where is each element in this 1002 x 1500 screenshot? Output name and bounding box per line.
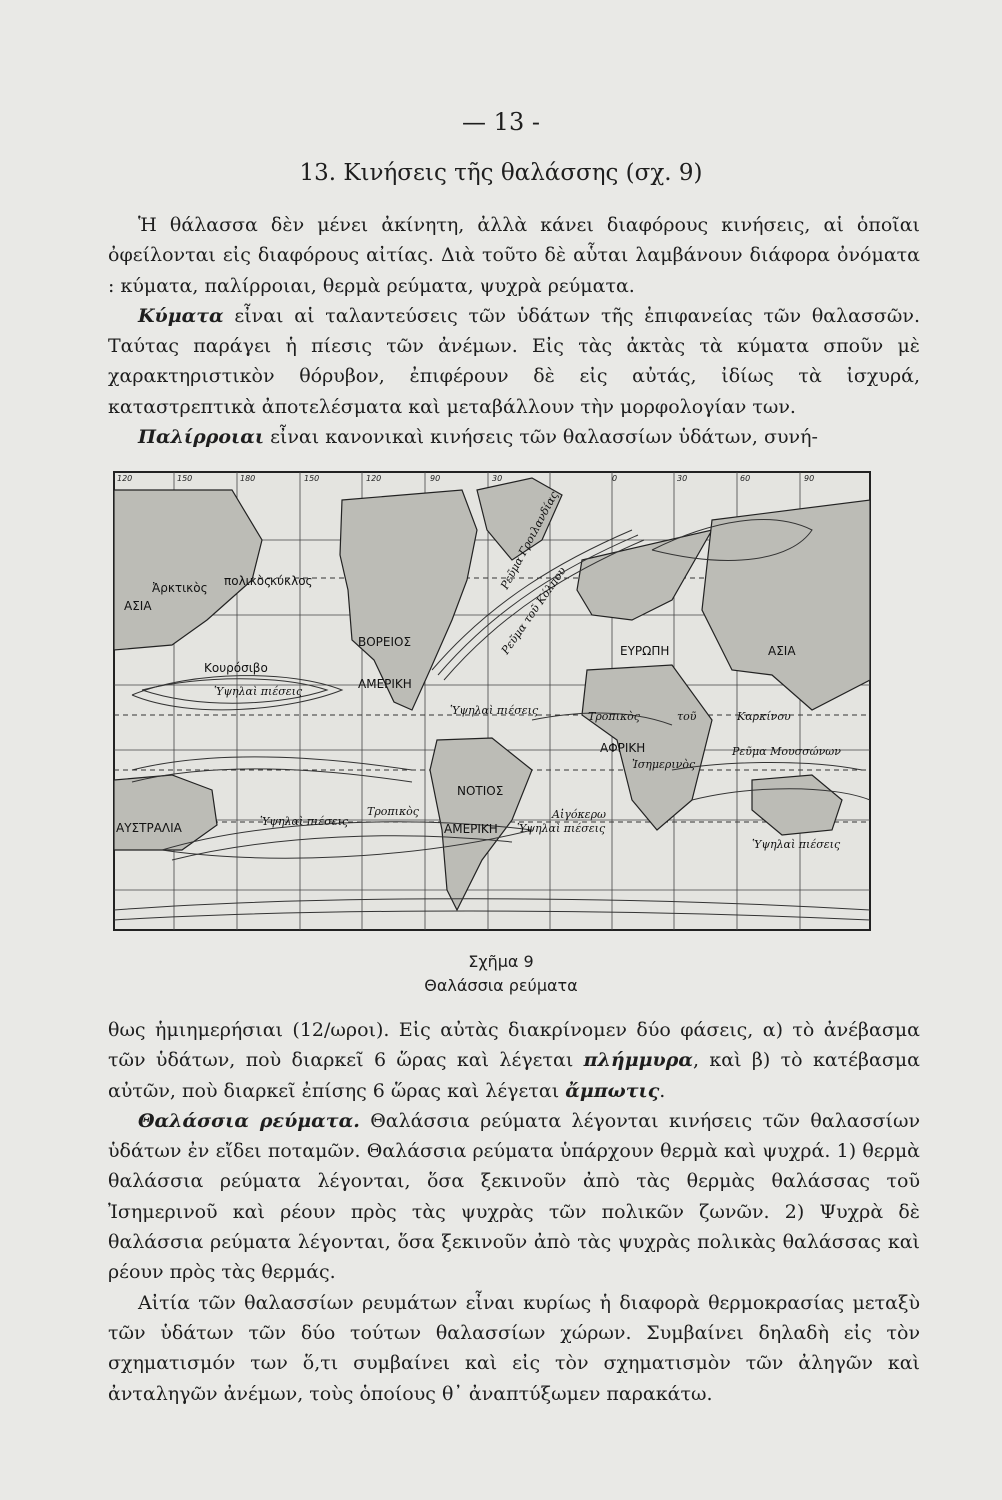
tides-mid-text: , καὶ β) τὸ κατέβασμα αὐτῶν, ποὺ διαρκεῖ ἐπίσης 6 ὥρας καὶ λέγεται: [108, 1049, 920, 1102]
text-block-bottom: [108, 1015, 920, 1409]
term-tides: Παλίρροιαι: [138, 426, 265, 449]
paragraph-waves: [108, 301, 920, 422]
ocean-currents-map: [112, 470, 872, 935]
tick-4: 120: [366, 474, 382, 483]
tick-8: 30: [677, 474, 688, 483]
tick-9: 60: [740, 474, 751, 483]
label-capricorn: Αἰγόκερω: [552, 808, 607, 821]
text-block-top: [108, 210, 920, 452]
label-tropic-cancer-of: τοῦ: [677, 710, 697, 723]
label-polar: πολικὸς: [224, 574, 272, 588]
label-arctic: Ἀρκτικὸς: [152, 581, 208, 595]
label-equator: Ἰσημερινὸς: [632, 758, 696, 771]
label-asia-right: ΑΣΙΑ: [768, 644, 796, 658]
paragraph-intro: Ἡ θάλασσα δὲν μένει ἀκίνητη, ἀλλὰ κάνει διαφόρους κινήσεις, αἱ ὁποῖαι ὀφείλονται εἰς διαφόρους αἰτίας. Διὰ τοῦτο δὲ αὗται λαμβάνουν διάφορα ὀνόματα : κύματα, παλίρροιαι, θερμὰ ρεύματα, ψυχρὰ ρεύματα.: [108, 214, 920, 297]
paragraph-currents: [108, 1106, 920, 1288]
paragraph-tides-continued: [108, 1015, 920, 1106]
term-waves: Κύματα: [138, 304, 224, 327]
label-gulf-stream: Ρεῦμα τοῦ Κόλπου: [498, 564, 569, 657]
tick-10: 90: [804, 474, 815, 483]
label-north-america-2: ΑΜΕΡΙΚΗ: [358, 677, 412, 691]
label-kuroshio: Κουρόσιβο: [204, 661, 268, 675]
tick-1: 150: [177, 474, 193, 483]
tides-continued-text: θως ἡμιημερήσιαι (12/ωροι). Εἰς αὐτὰς διακρίνομεν δύο φάσεις, α) τὸ ἀνέβασμα τῶν ὑδάτων, ποὺ διαρκεῖ 6 ὥρας καὶ λέγεται: [108, 1019, 920, 1072]
term-high-tide: πλήμμυρα: [583, 1049, 693, 1072]
label-greenland-current: Ρεῦμα Γροιλανδίας: [498, 489, 561, 592]
tick-0: 120: [117, 474, 133, 483]
label-south-america-2: ΑΜΕΡΙΚΗ: [444, 822, 498, 836]
label-africa: ΑΦΡΙΚΗ: [600, 741, 646, 755]
label-circle: κύκλος: [270, 574, 313, 588]
section-title: 13. Κινήσεις τῆς θαλάσσης (σχ. 9): [299, 160, 703, 186]
waves-text: εἶναι αἱ ταλαντεύσεις τῶν ὑδάτων τῆς ἐπιφανείας τῶν θαλασσῶν. Ταύτας παράγει ἡ πίεσις τῶν ἀνέμων. Εἰς τὰς ἀκτὰς τὰ κύματα σποῦν μὲ χαρακτηριστικὸν θόρυβον, ἐπιφέρουν δὲ εἰς αὐτάς, ἰδίως τὰ ἰσχυρά, καταστρεπτικὰ ἀποτελέσματα καὶ μεταβάλλουν τὴν μορφολογίαν των.: [108, 304, 920, 418]
label-australia: ΑΥΣΤΡΑΛΙΑ: [116, 821, 182, 835]
label-asia-left: ΑΣΙΑ: [124, 599, 152, 613]
tick-3: 150: [304, 474, 320, 483]
label-tropic-cancer: Τροπικὸς: [588, 710, 640, 723]
label-high-pressure-1: Ὑψηλαὶ πιέσεις: [214, 685, 303, 698]
label-high-pressure-5: Ὑψηλαὶ πιέσεις: [752, 838, 841, 851]
tick-6: 30: [492, 474, 503, 483]
label-south-america-1: ΝΟΤΙΟΣ: [457, 784, 504, 798]
label-europe: ΕΥΡΩΠΗ: [620, 644, 670, 658]
tides-text: εἶναι κανονικαὶ κινήσεις τῶν θαλασσίων ὑδάτων, συνή-: [264, 426, 818, 449]
paragraph-tides: [108, 422, 920, 452]
term-low-tide: ἄμπωτις: [565, 1079, 660, 1102]
tick-5: 90: [430, 474, 441, 483]
label-monsoon: Ρεῦμα Μουσσώνων: [732, 745, 841, 758]
label-cancer: Καρκίνου: [737, 710, 791, 723]
label-high-pressure-4: Ὑψηλαὶ πιέσεις: [517, 822, 606, 835]
currents-text: Θαλάσσια ρεύματα λέγονται κινήσεις τῶν θαλασσίων ὑδάτων ἐν εἴδει ποταμῶν. Θαλάσσια ρεύματα ὑπάρχουν θερμὰ καὶ ψυχρά. 1) θερμὰ θαλάσσια ρεύματα λέγονται, ὅσα ξεκινοῦν ἀπὸ τὰς θερμὰς θαλάσσας τοῦ Ἰσημερινοῦ καὶ ρέουν πρὸς τὰς ψυχρὰς τῶν πολικῶν ζωνῶν. 2) Ψυχρὰ δὲ θαλάσσια ρεύματα λέγονται, ὅσα ξεκινοῦν ἀπὸ τὰς ψυχρὰς πολικὰς θαλάσσας καὶ ρέουν πρὸς τὰς θερμάς.: [108, 1109, 920, 1284]
label-high-pressure-3: Ὑψηλαὶ πιέσεις: [260, 815, 349, 828]
figure-number: Σχῆμα 9: [468, 952, 534, 971]
label-tropic-capricorn: Τροπικὸς: [367, 805, 419, 818]
paragraph-cause: Αἰτία τῶν θαλασσίων ρευμάτων εἶναι κυρίως ἡ διαφορὰ θερμοκρασίας μεταξὺ τῶν ὑδάτων τῶν δύο τούτων θαλασσίων χώρων. Συμβαίνει δηλαδὴ εἰς τὸν σχηματισμόν των ὅ,τι συμβαίνει καὶ εἰς τὸν σχηματισμὸν τῶν ἀληγῶν καὶ ἀνταληγῶν ἀνέμων, τοὺς ὁποίους θ᾽ ἀναπτύξωμεν παρακάτω.: [108, 1291, 920, 1405]
figure-caption: Θαλάσσια ρεύματα: [424, 976, 578, 995]
label-north-america-1: ΒΟΡΕΙΟΣ: [358, 635, 412, 649]
page-number: — 13 -: [462, 108, 540, 136]
tick-2: 180: [240, 474, 256, 483]
term-sea-currents: Θαλάσσια ρεύματα.: [138, 1109, 360, 1132]
tick-7: 0: [612, 474, 618, 483]
label-high-pressure-2: Ὑψηλαὶ πιέσεις: [450, 704, 539, 717]
tides-end-text: .: [659, 1079, 666, 1102]
